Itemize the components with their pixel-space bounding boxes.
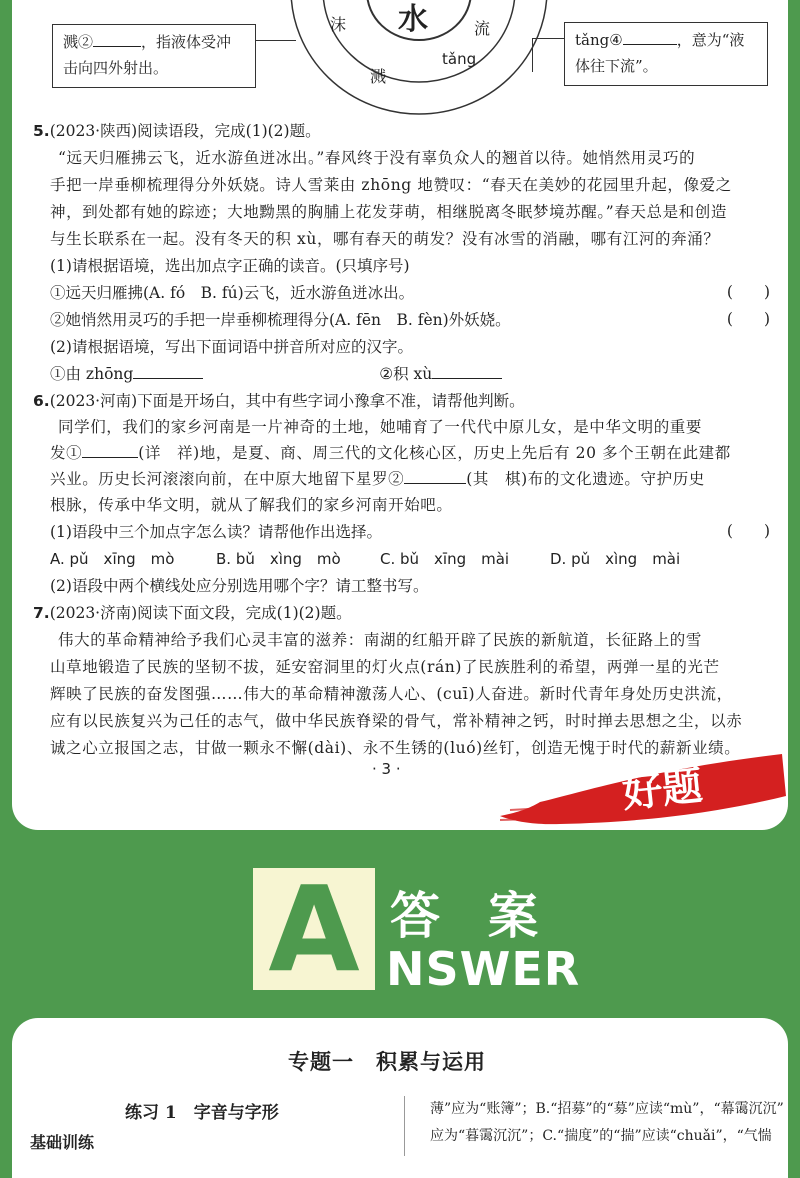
q5-fill-1-label: ①由 zhōng xyxy=(50,365,134,383)
q6-passage-line xyxy=(50,440,790,466)
connector-left xyxy=(256,40,296,41)
q5-source: (2023·陕西)阅读语段，完成(1)(2)题。 xyxy=(49,122,321,140)
q5-answer-paren-1[interactable]: ( ) xyxy=(726,283,770,301)
answer-title-cn: 答案 xyxy=(390,887,586,945)
answer-column-right xyxy=(430,1096,784,1150)
answer-letter-block: A xyxy=(253,868,375,990)
q5-option-1: ①远天归雁拂(A. fó B. fú)云飞，近水游鱼迸冰出。 xyxy=(50,284,415,302)
q5-option-2: ②她悄然用灵巧的手把一岸垂柳梳理得分(A. fēn B. fèn)外妖娆。 xyxy=(50,311,511,329)
section-heading: 基础训练 xyxy=(30,1133,95,1152)
q7-passage-line: 伟大的革命精神给予我们心灵丰富的滋养：南湖的红船开辟了民族的新航道，长征路上的雪 xyxy=(58,631,703,649)
q6-number: 6. xyxy=(33,392,50,410)
right-box-suffix: ，意为“液 xyxy=(676,31,745,49)
q6-option-d[interactable]: D. pǔ xìng mài xyxy=(550,550,681,568)
q6-blank2-label: 兴业。历史长河滚滚向前，在中原大地留下星罗② xyxy=(50,470,405,488)
q6-passage-line: 根脉，传承中华文明，就从了解我们的家乡河南开始吧。 xyxy=(50,496,453,514)
connector-right xyxy=(532,38,564,39)
answer-blank[interactable] xyxy=(133,378,203,379)
left-callout-box xyxy=(52,24,256,88)
column-divider xyxy=(404,1096,405,1156)
q7-passage-line: 山草地锻造了民族的坚韧不拔，延安窑洞里的灯火点(rán)了民族胜利的希望，两弹一星的光芒 xyxy=(50,658,720,676)
q6-source: (2023·河南)下面是开场白，其中有些字词小豫拿不准，请帮他判断。 xyxy=(49,392,525,410)
q7-number: 7. xyxy=(33,604,50,622)
left-box-line2: 击向四外射出。 xyxy=(63,59,169,77)
q6-passage-text: (详 祥)地，是夏、商、周三代的文化核心区，历史上先后有 20 多个王朝在此建都 xyxy=(138,444,731,462)
answer-title-en: NSWER xyxy=(386,942,581,996)
right-box-prefix: tǎng④ xyxy=(575,31,623,49)
answer-line: 应为“暮霭沉沉”；C.“揣度”的“揣”应读“chuǎi”，“气惴 xyxy=(430,1128,772,1144)
page-number: · 3 · xyxy=(372,760,401,778)
center-char: 水 xyxy=(398,2,428,37)
ring-pinyin: tǎng xyxy=(442,50,477,68)
q7-heading xyxy=(33,600,773,626)
topic-title: 专题一 积累与运用 xyxy=(288,1049,486,1074)
q5-answer-paren-2[interactable]: ( ) xyxy=(726,310,770,328)
answer-blank[interactable] xyxy=(404,483,466,484)
q6-option-a[interactable]: A. pǔ xīng mò xyxy=(50,550,175,568)
ring-char-mo: 沫 xyxy=(330,15,347,34)
q6-blank1-label: 发① xyxy=(50,444,83,462)
q6-passage-line: 同学们，我们的家乡河南是一片神奇的土地，她哺育了一代代中原儿女，是中华文明的重要 xyxy=(58,418,703,436)
left-box-prefix: 溅② xyxy=(63,33,94,51)
q5-sub2: (2)请根据语境，写出下面词语中拼音所对应的汉字。 xyxy=(50,338,413,356)
q5-passage-line: 与生长联系在一起。没有冬天的积 xù，哪有春天的萌发？没有冰雪的消融，哪有江河的奔涌？ xyxy=(50,230,720,248)
q6-option-c[interactable]: C. bǔ xīng mài xyxy=(380,550,510,568)
q6-answer-paren[interactable]: ( ) xyxy=(726,522,770,540)
ring-char-jian: 溅 xyxy=(370,67,387,86)
q5-passage-line: “远天归雁拂云飞，近水游鱼迸冰出。”春风终于没有辜负众人的翘首以待。她悄然用灵巧的 xyxy=(58,149,696,167)
left-box-suffix: ，指液体受冲 xyxy=(141,33,232,51)
q6-sub2: (2)语段中两个横线处应分别选用哪个字？请工整书写。 xyxy=(50,577,429,595)
answer-line: 薄”应为“账簿”；B.“招募”的“募”应读“mù”，“幕霭沉沉” xyxy=(430,1101,784,1117)
q5-number: 5. xyxy=(33,122,50,140)
ring-char-liu: 流 xyxy=(474,19,491,38)
q7-passage-line: 应有以民族复兴为己任的志气，做中华民族脊梁的骨气，常补精神之钙，时时掸去思想之尘，以赤 xyxy=(50,712,743,730)
q5-heading xyxy=(33,118,773,144)
right-box-line2: 体往下流”。 xyxy=(575,57,658,75)
stamp-text: 好题 xyxy=(620,762,705,818)
q7-source: (2023·济南)阅读下面文段，完成(1)(2)题。 xyxy=(49,604,352,622)
answer-blank[interactable] xyxy=(82,457,138,458)
answer-blank[interactable] xyxy=(432,378,502,379)
q5-passage-line: 手把一岸垂柳梳理得分外妖娆。诗人雪莱由 zhōng 地赞叹：“春天在美妙的花园里升起，像爱之 xyxy=(50,176,732,194)
q6-heading xyxy=(33,388,773,414)
answer-blank[interactable] xyxy=(623,44,677,45)
q6-sub1: (1)语段中三个加点字怎么读？请帮他作出选择。 xyxy=(50,523,382,541)
q5-fill-2-label: ②积 xù xyxy=(379,365,433,383)
q6-passage-text: (其 棋)布的文化遗迹。守护历史 xyxy=(466,470,705,488)
q6-option-b[interactable]: B. bǔ xìng mò xyxy=(216,550,341,568)
q5-sub1: (1)请根据语境，选出加点字正确的读音。(只填序号) xyxy=(50,257,410,275)
q7-passage-line: 辉映了民族的奋发图强……伟大的革命精神激荡人心、(cuī)人奋进。新时代青年身处历史洪流， xyxy=(50,685,733,703)
q5-passage-line: 神，到处都有她的踪迹；大地黝黑的胸脯上花发芽萌，相继脱离冬眠梦境苏醒。”春天总是和创造 xyxy=(50,203,727,221)
connector-right-vertical xyxy=(532,38,533,72)
exercise-title: 练习 1 字音与字形 xyxy=(125,1103,279,1123)
answer-blank[interactable] xyxy=(93,46,141,47)
q6-options xyxy=(50,546,790,572)
right-callout-box xyxy=(564,22,768,86)
q6-passage-line xyxy=(50,466,790,492)
q5-fill-row xyxy=(50,361,790,387)
q7-passage-line: 诚之心立报国之志，甘做一颗永不懈(dài)、永不生锈的(luó)丝钉，创造无愧于时代的薪新业绩。 xyxy=(50,739,741,757)
